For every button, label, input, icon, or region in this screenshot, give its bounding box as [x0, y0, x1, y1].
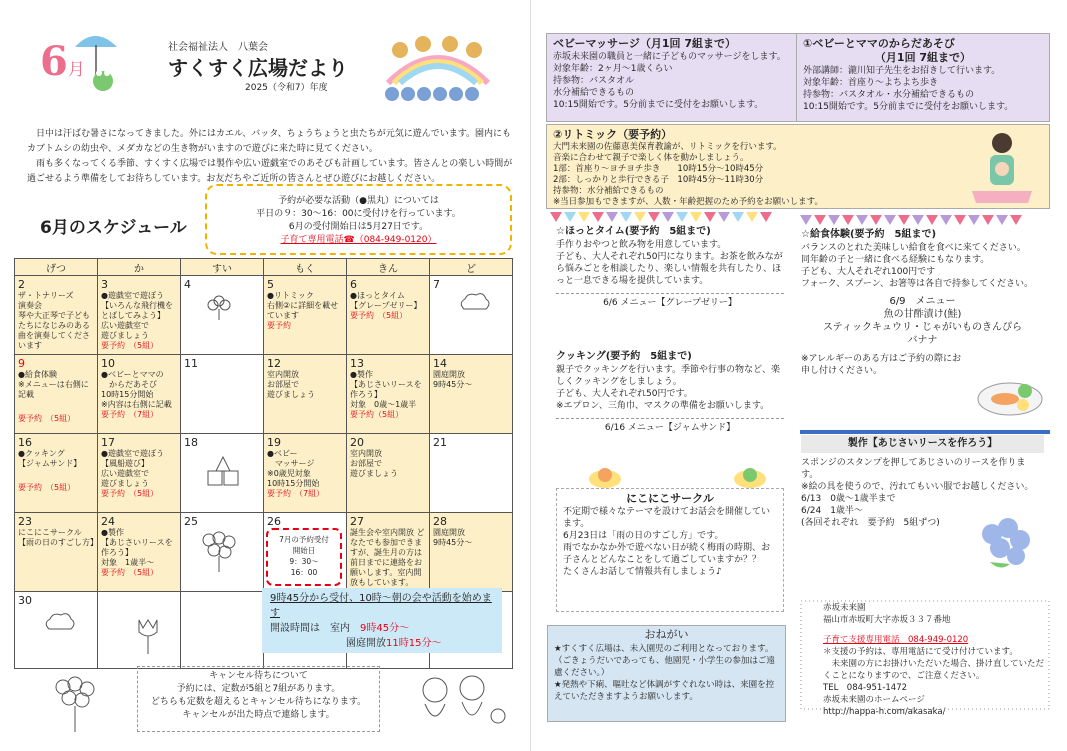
hours-room-time: 9時45分～ — [360, 623, 410, 634]
kyushoku-menu-heading: 6/9 メニュー — [889, 296, 956, 307]
day-cell — [430, 355, 513, 434]
wreath-title: 製作【あじさいリースを作ろう】 — [801, 435, 1044, 453]
day-reserve: 要予約（5組） — [350, 410, 404, 419]
day-event: ●製作 【あじさいリースを作ろう】 対象 1歳半～ — [101, 528, 173, 567]
week-row — [15, 434, 513, 513]
baby-massage-body: 赤坂未来園の職員と一緒に子どものマッサージをします。 対象年齢：2ヶ月～1歳くらい 持参物：バスタオル 水分補給できるもの 10:15開始です。5分前までに受付をお願いします。 — [553, 52, 786, 110]
page-title: すくすく広場だより — [168, 56, 348, 80]
day-number: 18 — [184, 436, 198, 449]
phone-note: ＊支援の予約は、専用電話にて受け付けています。 未来園の方にお掛けいただいた場合、掛け直していただくことになりますので、ご注意ください。 — [823, 647, 1045, 681]
schedule-title: 6月のスケジュール — [40, 218, 187, 238]
asobi-subtitle: （月1回 7組まで） — [874, 51, 972, 64]
tulip-icon — [131, 616, 165, 656]
reservation-line2: 平日の９：30～16：00に受付けを行っています。 — [256, 209, 461, 219]
day-number: 16 — [18, 436, 32, 449]
day-event: ●ほっとタイム 【グレープゼリー】 — [350, 291, 422, 310]
day-cell — [347, 513, 430, 592]
day-event: 園庭開放 9時45分～ — [433, 528, 473, 547]
kyushoku-title: ☆給食体験(要予約 5組まで) — [801, 229, 937, 240]
week-row — [15, 513, 513, 592]
day-number: 11 — [184, 357, 198, 370]
day-cell — [181, 513, 264, 592]
facility-address: 福山市赤坂町大字赤坂３３７番地 — [823, 615, 951, 625]
meal-plate-icon — [975, 371, 1045, 419]
onegai-body: ★すくすく広場は、未入園児のご利用となっております。（ごきょうだいであっても、他園児・小学生の参加はご遠慮ください。） ★発熱や下痢、嘔吐など体調がすぐれない時は、来園を控えていただきますようお願いします。 — [554, 644, 775, 702]
wreath-craft-box — [795, 432, 1050, 592]
rhythmic-body: 大門未来園の佐藤恵美保育教諭が、リトミックを行います。 音楽に合わせて親子で楽しく体を動かしましょう。 1部：首座り～ヨチヨチ歩き 10時15分～10時45分 2部：しっかりと歩行できる子 10時45分～11時30分 持参物：水分補給できるもの ※当日参加もできますが、人数・年齢把握のため予約をお願いします。 — [553, 142, 823, 207]
weekday-tue: か — [98, 259, 181, 276]
cooking-menu: 6/16 メニュー【ジャムサンド】 — [556, 418, 784, 434]
intro-text: 日中は汗ばむ暑さになってきました。外にはカエル、バッタ、ちょうちょうと虫たちが元気に遊んでいます。園内にもカブトムシの幼虫や、メダカなどの生き物がいますので遊びに来た時に見てください。 雨も多くなってくる季節、すくすく広場では製作や広い遊戯室でのあそびも計画しています。皆さんとの楽しい時間が過ごせるよう準備をしてお待ちしています。お友だちやご近所の皆さんとぜひ遊びにお越しください。 — [27, 129, 513, 184]
hottime-menu: 6/6 メニュー【グレープゼリー】 — [556, 293, 784, 309]
hottime-title: ☆ほっとタイム(要予約 5組まで) — [556, 226, 711, 237]
day-number: 4 — [184, 278, 191, 291]
support-phone[interactable]: 子育て支援専用電話 084-949-0120 — [823, 635, 969, 645]
cancel-line3: キャンセルが出た時点で連絡します。 — [182, 710, 335, 720]
day-number: 25 — [184, 515, 198, 528]
day-number: 21 — [433, 436, 447, 449]
reservation-notice — [205, 184, 512, 255]
cloud-icon — [43, 611, 77, 633]
cooking-title: クッキング(要予約 5組まで) — [556, 351, 692, 362]
day-event: 園庭開放 9時45分～ — [433, 370, 473, 389]
day-cell — [98, 276, 181, 355]
cooking-box — [550, 347, 790, 462]
snail-decoration — [580, 465, 780, 489]
day-number: 27 — [350, 515, 364, 528]
day-cell — [98, 355, 181, 434]
cloud-icon — [458, 291, 492, 313]
cancel-line2: どちらも定数を超えるとキャンセル待ちになります。 — [150, 697, 367, 707]
july-reservation-start: 7月の予約受付 開始日 9：30～ 16：00 — [266, 528, 342, 586]
column-divider — [530, 0, 531, 751]
hours-yard-row — [270, 636, 494, 651]
asobi-title: ①ベビーとママのからだあそび — [803, 37, 955, 50]
day-cell — [430, 513, 513, 592]
onegai-title: おねがい — [644, 628, 689, 641]
asobi-body: 外部講師：瀧川知子先生をお招きして行います。 対象年齢：首座り～よちよち歩き 持参物：バスタオル・水分補給できるもの 10:15開始です。5分前までに受付をお願いします。 — [803, 66, 1014, 112]
day-number: 23 — [18, 515, 32, 528]
day-reserve: 要予約 （5組） — [101, 489, 159, 498]
reservation-line1: 予約が必要な活動（●黒丸）については — [278, 196, 439, 206]
reservation-line3: 6月の受付開始日は5月27日です。 — [288, 222, 429, 232]
day-number: 5 — [267, 278, 274, 291]
rhythmic-box — [546, 124, 1050, 209]
hydrangea-icon — [194, 528, 244, 573]
opening-hours — [262, 588, 502, 653]
day-number: 2 — [18, 278, 25, 291]
day-cell — [347, 434, 430, 513]
day-reserve: 要予約 （7組） — [267, 489, 325, 498]
day-number: 28 — [433, 515, 447, 528]
weekday-thu: もく — [264, 259, 347, 276]
month-number: 6 — [40, 38, 68, 85]
week-row — [15, 355, 513, 434]
day-event: ●クッキング 【ジャムサンド】 — [18, 449, 82, 468]
nikoniko-circle-box — [556, 488, 784, 612]
weekday-mon: げつ — [15, 259, 98, 276]
hottime-box — [550, 222, 790, 342]
wreath-body: スポンジのスタンプを押してあじさいのリースを作ります。 ※絵の具を使うので、汚れてもいい服でお越しください。 6/13 0歳～1歳半まで 6/24 1歳半～ (各回それぞれ 要予約 5組ずつ) — [801, 458, 1034, 528]
day-number: 13 — [350, 357, 364, 370]
day-reserve: 要予約 （5組） — [101, 341, 159, 350]
week-row — [15, 276, 513, 355]
weekday-header-row — [15, 259, 513, 276]
baby-massage-title: ベビーマッサージ（月1回 7組まで） — [553, 37, 737, 50]
mother-baby-yoga-icon — [962, 129, 1042, 207]
hours-yard-label: 園庭開放 — [346, 638, 386, 649]
kyushoku-body: バランスのとれた美味しい給食を食べに来てください。 同年齢の子と一緒に食べる経験にもなります。 子ども、大人それぞれ100円です フォーク、スプーン、お箸等は各自で持参してください。 — [801, 243, 1034, 289]
month-unit: 月 — [67, 60, 85, 80]
day-event: 誕生会や室内開放 どなたでも参加できますが、誕生月の方は前日までに連絡をお願いします。室内開放もしています。 — [350, 528, 425, 587]
day-cell — [15, 513, 98, 592]
hydrangea-icon — [45, 672, 105, 737]
fiscal-year: 2025（令和7）年度 — [245, 83, 328, 93]
day-cell — [347, 355, 430, 434]
nikoniko-title: にこにこサークル — [626, 492, 714, 505]
kyushoku-allergy-note: ※アレルギーのある方はご予約の際にお申し付けください。 — [801, 354, 961, 376]
day-cell — [181, 434, 264, 513]
day-reserve: 要予約 — [267, 321, 291, 330]
blocks-icon — [204, 449, 244, 489]
facility-name: 赤坂未来園 — [823, 603, 866, 613]
day-reserve: 要予約 （5組） — [101, 568, 159, 577]
rhythmic-title: ②リトミック（要予約） — [553, 128, 673, 141]
hours-room-row — [270, 621, 494, 636]
homepage-label: 赤坂未来園のホームページ — [823, 695, 925, 705]
day-event: 室内開放 お部屋で 遊びましょう — [267, 370, 315, 399]
hours-yard-time: 11時15分～ — [386, 638, 442, 649]
day-event: ●製作 【あじさいリースを作ろう】 対象 0歳～1歳半 — [350, 370, 422, 409]
day-cell — [264, 434, 347, 513]
day-cell — [264, 276, 347, 355]
facility-tel[interactable]: TEL 084-951-1472 — [823, 683, 908, 693]
day-reserve: 要予約 （5組） — [18, 414, 76, 423]
day-cell — [430, 434, 513, 513]
day-event: にこにこサークル 【雨の日のすごし方】 — [18, 528, 98, 547]
day-event: ●遊戯室で遊ぼう 【風船遊び】 広い遊戯室で 遊びましょう — [101, 449, 164, 488]
day-number: 17 — [101, 436, 115, 449]
day-cell — [15, 434, 98, 513]
day-number: 7 — [433, 278, 440, 291]
day-cell — [181, 355, 264, 434]
day-number: 24 — [101, 515, 115, 528]
weekday-sat: ど — [430, 259, 513, 276]
day-cell — [98, 434, 181, 513]
day-cell — [98, 592, 181, 669]
day-cell — [98, 513, 181, 592]
flower-icon — [204, 291, 234, 321]
baby-mama-asobi-box — [796, 33, 1050, 122]
day-event: ●給食体験 ※メニューは右側に記載 — [18, 370, 89, 399]
reservation-phone[interactable]: 子育て専用電話☎（084-949-0120） — [280, 235, 437, 245]
day-reserve: 要予約 （5組） — [350, 311, 408, 320]
day-number: 10 — [101, 357, 115, 370]
day-number: 6 — [350, 278, 357, 291]
cancel-title: キャンセル待ちについて — [209, 671, 308, 681]
cooking-body: 親子でクッキングを行います。季節や行事の物など、楽しくクッキングをしましょう。 子ども、大人それぞれ50円です。 ※エプロン、三角巾、マスクの準備をお願いします。 — [556, 365, 781, 411]
month-heading — [40, 38, 85, 85]
day-cell — [15, 276, 98, 355]
day-event: ザ・トナリーズ 演奏会 琴や大正琴で子どもたちになじみのある曲を演奏してくださいます — [18, 291, 90, 350]
day-event: ●リトミック 右側②に詳細を載せています — [267, 291, 339, 320]
day-cell — [264, 355, 347, 434]
day-cell — [347, 276, 430, 355]
day-event: ●ベビー マッサージ ※0歳児対象 10時15分開始 — [267, 449, 320, 488]
organization: 社会福祉法人 八葉会 — [168, 42, 268, 53]
cancel-line1: 予約には、定数が5組と7組があります。 — [176, 684, 341, 694]
nikoniko-body: 不定期で様々なテーマを設けてお話会を開催しています。 6月23日は「雨の日のすごし方」です。 雨でなかなか外で遊べない日が続く梅雨の時期、お子さんとどんなことをして過ごしていますか？？ たくさんお話して情報共有しましょう♪ — [563, 507, 771, 577]
cancel-wait-notice — [137, 666, 380, 732]
weekday-wed: すい — [181, 259, 264, 276]
bears-rainbow-logo — [378, 28, 498, 108]
day-number: 14 — [433, 357, 447, 370]
day-number: 20 — [350, 436, 364, 449]
day-number: 9 — [18, 357, 25, 370]
kyushoku-box — [795, 225, 1050, 425]
day-number: 19 — [267, 436, 281, 449]
day-number: 30 — [18, 594, 32, 607]
day-cell — [15, 355, 98, 434]
kyushoku-menu: 魚の甘酢漬け(鮭) スティックキュウリ・じゃがいものきんぴら バナナ — [823, 309, 1022, 346]
day-cell — [264, 513, 347, 592]
homepage-url[interactable]: http://happa-h.com/akasaka/ — [823, 707, 946, 717]
baby-massage-box — [546, 33, 797, 122]
day-event: 室内開放 お部屋で 遊びましょう — [350, 449, 398, 478]
hours-room-label: 室内 — [330, 623, 350, 634]
onegai-box — [547, 625, 786, 722]
day-reserve: 要予約 （7組） — [101, 410, 159, 419]
day-reserve: 要予約 （5組） — [18, 483, 76, 492]
day-event: ●ベビーとママの からだあそび 10時15分開始 ※内容は右側に記載 — [101, 370, 172, 409]
day-cell — [181, 592, 264, 669]
hottime-body: 手作りおやつと飲み物を用意しています。 子ども、大人それぞれ50円になります。お茶を飲みながら悩みごとを相談したり、楽しい情報を共有したり、ほっと一息できる場を提供しています。 — [556, 240, 783, 286]
children-illustration — [410, 668, 510, 738]
day-cell — [15, 592, 98, 669]
day-number: 12 — [267, 357, 281, 370]
hydrangea-icon — [970, 512, 1040, 582]
day-number: 26 — [267, 515, 281, 528]
hours-label: 開設時間は — [270, 623, 320, 634]
weekday-fri: きん — [347, 259, 430, 276]
hours-line1: 9時45分から受付、10時～朝の会や活動を始めます — [270, 593, 492, 619]
dotted-frame — [800, 600, 1050, 710]
day-number: 3 — [101, 278, 108, 291]
day-cell — [181, 276, 264, 355]
day-event: ●遊戯室で遊ぼう 【いろんな飛行機をとばしてみよう】 広い遊戯室で 遊びましょう — [101, 291, 173, 340]
day-cell — [430, 276, 513, 355]
